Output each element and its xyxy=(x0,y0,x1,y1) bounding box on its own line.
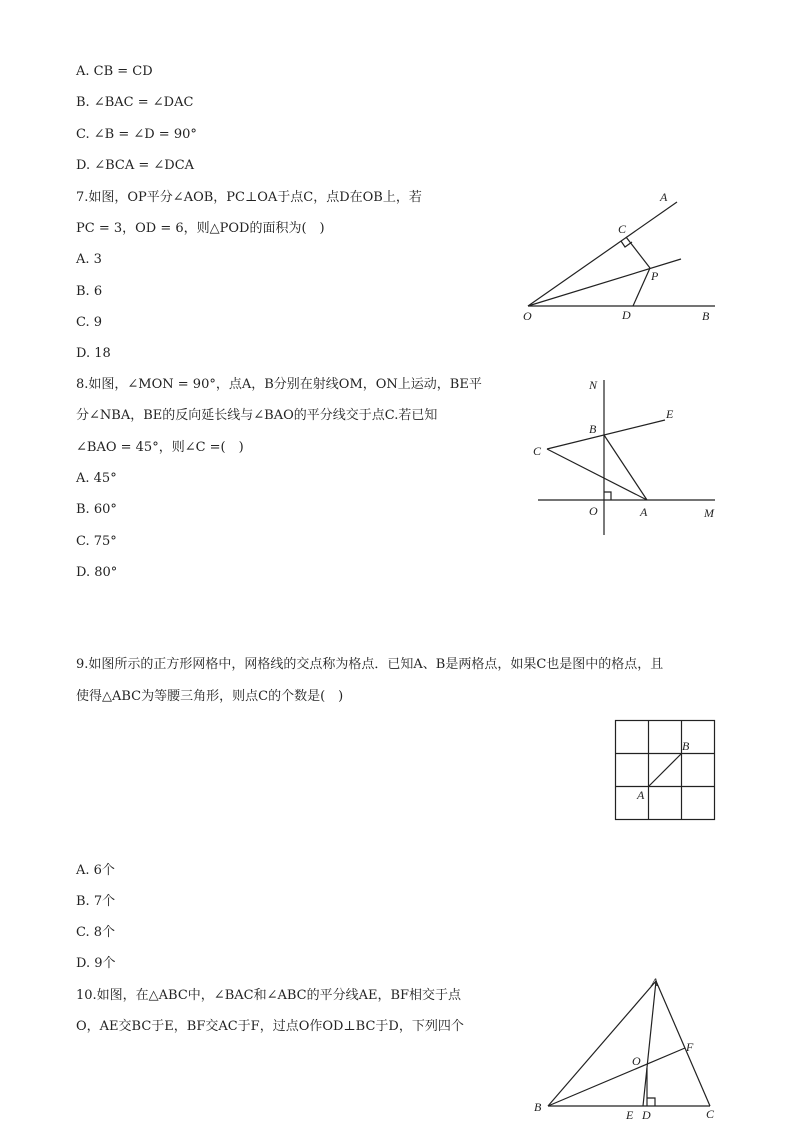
q8-label-m: M xyxy=(704,506,714,520)
q7-label-c: C xyxy=(618,222,627,236)
q7-option-b: B. 6 xyxy=(76,284,103,299)
q10-side-ab xyxy=(548,981,656,1106)
q7-option-d: D. 18 xyxy=(76,346,111,361)
q7-segment-pd xyxy=(633,268,650,306)
q9-option-a: A. 6个 xyxy=(76,863,115,878)
q7-stem-line1: 7.如图，OP平分∠AOB，PC⊥OA于点C，点D在OB上，若 xyxy=(76,190,422,205)
q10-label-b: B xyxy=(534,1100,542,1114)
q8-label-b: B xyxy=(589,422,597,436)
q6-option-a: A. CB = CD xyxy=(76,64,153,79)
q8-option-a: A. 45° xyxy=(76,471,117,486)
q8-label-a: A xyxy=(640,505,648,519)
q9-label-b: B xyxy=(682,739,690,753)
q10-label-e: E xyxy=(626,1108,634,1122)
q7-ray-oa xyxy=(528,202,677,306)
q8-stem-line1: 8.如图，∠MON = 90°，点A，B分别在射线OM，ON上运动，BE平 xyxy=(76,377,482,392)
q9-segment-ab xyxy=(649,754,682,787)
q7-segment-pc xyxy=(626,237,650,268)
q8-stem-line3: ∠BAO = 45°，则∠C =( ) xyxy=(76,440,244,455)
q7-label-a: A xyxy=(660,190,668,204)
q9-label-a: A xyxy=(637,788,645,802)
q7-stem-line2: PC = 3，OD = 6，则△POD的面积为( ) xyxy=(76,221,325,236)
q7-option-a: A. 3 xyxy=(76,252,102,267)
q7-label-o: O xyxy=(523,309,532,323)
q6-option-d: D. ∠BCA = ∠DCA xyxy=(76,158,195,173)
q9-option-b: B. 7个 xyxy=(76,894,116,909)
q9-option-d: D. 9个 xyxy=(76,956,116,971)
q10-label-d: D xyxy=(642,1108,651,1122)
q7-label-p: P xyxy=(651,269,659,283)
q9-option-c: C. 8个 xyxy=(76,925,116,940)
q8-option-b: B. 60° xyxy=(76,502,117,517)
q10-label-a: A xyxy=(651,975,659,989)
q8-label-e: E xyxy=(666,407,674,421)
q10-right-angle-mark xyxy=(647,1098,655,1106)
q10-side-ac xyxy=(656,981,710,1106)
q10-label-f: F xyxy=(686,1040,694,1054)
q10-label-c: C xyxy=(706,1107,715,1121)
q7-label-b: B xyxy=(702,309,710,323)
q7-option-c: C. 9 xyxy=(76,315,103,330)
q10-bisector-bf xyxy=(548,1048,685,1106)
q8-segment-ca xyxy=(547,449,647,500)
q8-label-n: N xyxy=(589,378,598,392)
q9-grid-figure xyxy=(612,717,720,823)
q9-stem-line2: 使得△ABC为等腰三角形，则点C的个数是( ) xyxy=(76,689,344,704)
q10-stem-line1: 10.如图，在△ABC中，∠BAC和∠ABC的平分线AE，BF相交于点 xyxy=(76,988,462,1003)
q6-option-c: C. ∠B = ∠D = 90° xyxy=(76,127,197,142)
q8-segment-ba xyxy=(604,435,647,500)
q7-label-d: D xyxy=(622,308,631,322)
q8-right-angle-mark xyxy=(604,492,611,500)
q10-bisector-ae xyxy=(643,981,656,1106)
q9-stem-line1: 9.如图所示的正方形网格中，网格线的交点称为格点．已知A、B是两格点，如果C也是图中的格点，且 xyxy=(76,657,664,672)
q8-figure xyxy=(525,375,725,540)
q7-figure xyxy=(515,185,730,325)
q8-option-c: C. 75° xyxy=(76,534,117,549)
q10-stem-line2: O，AE交BC于E，BF交AC于F，过点O作OD⊥BC于D，下列四个 xyxy=(76,1019,464,1034)
q8-stem-line2: 分∠NBA，BE的反向延长线与∠BAO的平分线交于点C.若已知 xyxy=(76,408,438,423)
q8-label-c: C xyxy=(533,444,542,458)
q8-line-ce xyxy=(547,420,665,449)
q6-option-b: B. ∠BAC = ∠DAC xyxy=(76,95,194,110)
q8-label-o: O xyxy=(589,504,598,518)
q10-label-o: O xyxy=(632,1054,641,1068)
q8-option-d: D. 80° xyxy=(76,565,118,580)
q10-figure xyxy=(528,972,728,1122)
